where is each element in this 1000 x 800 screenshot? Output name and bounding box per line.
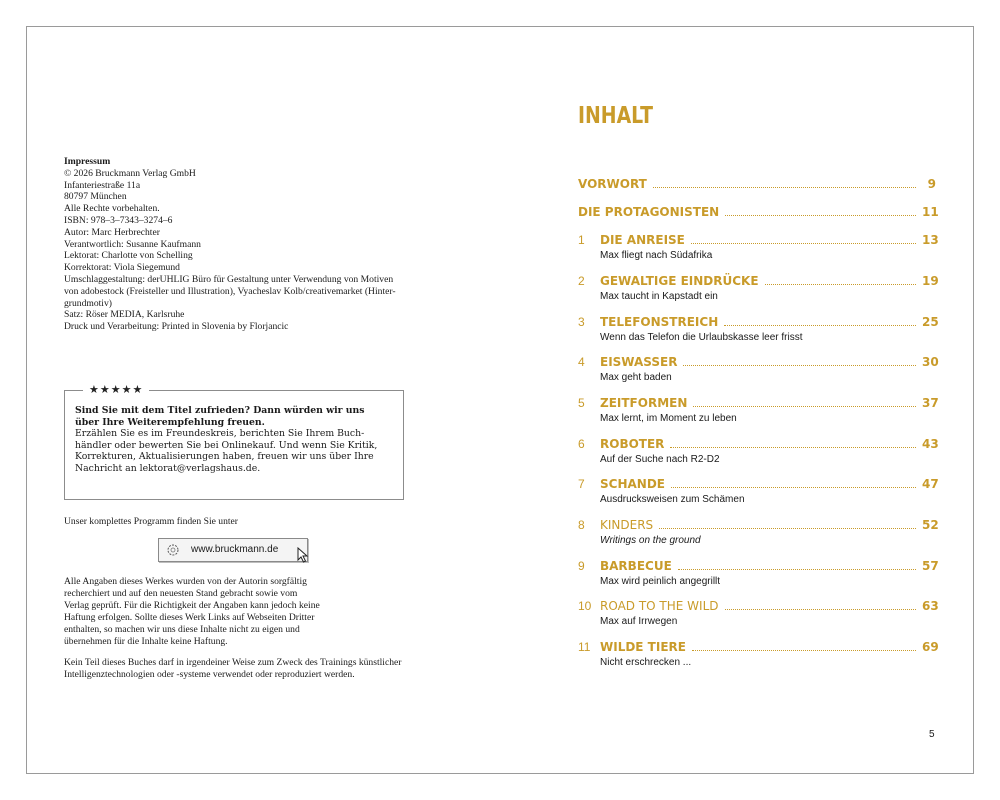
chapter-number: 4 <box>578 355 585 369</box>
legal-notes <box>64 576 424 691</box>
publisher-line: © 2026 Bruckmann Verlag GmbH <box>64 167 196 179</box>
chapter-title: KINDERS <box>600 518 654 532</box>
toc-entry[interactable] <box>578 518 939 546</box>
disclaimer-line: übernehmen für die Inhalte keine Haftung. <box>64 635 228 647</box>
chapter-number: 10 <box>578 599 592 613</box>
chapter-title: DIE ANREISE <box>600 233 685 247</box>
toc-entry[interactable] <box>578 274 939 302</box>
website-intro: Unser komplettes Programm finden Sie unter <box>64 516 238 527</box>
chapter-title: BARBECUE <box>600 559 672 573</box>
chapter-subtitle: Max wird peinlich angegrillt <box>600 576 721 587</box>
rights-block <box>64 203 424 227</box>
chapter-title: ZEITFORMEN <box>600 396 688 410</box>
chapter-page: 37 <box>922 396 939 410</box>
credits-block <box>64 227 424 333</box>
toc-entry[interactable] <box>578 437 939 465</box>
chapter-page: 63 <box>922 599 939 613</box>
chapter-subtitle: Max geht baden <box>600 372 672 383</box>
chapter-subtitle: Writings on the ground <box>600 535 701 546</box>
chapter-page: 25 <box>922 315 939 329</box>
chapter-page: 9 <box>927 177 936 191</box>
promo-heading-line: über Ihre Weiterempfehlung freuen. <box>75 416 265 428</box>
credit-line: von adobestock (Freisteller und Illustration), Vyacheslav Kolb/creativemarket (Hinter- <box>64 285 396 297</box>
chapter-title: EISWASSER <box>600 355 678 369</box>
cursor-icon <box>297 547 309 563</box>
credit-line: Lektorat: Charlotte von Schelling <box>64 250 193 262</box>
dot-leader <box>659 527 916 529</box>
toc-entry-row <box>578 355 939 371</box>
chapter-page: 43 <box>922 437 939 451</box>
imprint-title: Impressum <box>64 156 111 167</box>
chapter-page: 52 <box>922 518 939 532</box>
rights-line: Alle Rechte vorbehalten. <box>64 203 160 215</box>
website-link[interactable] <box>158 538 308 562</box>
dot-leader <box>683 364 916 366</box>
dot-leader <box>678 568 916 570</box>
disclaimer-line: Verlag geprüft. Für die Richtigkeit der Angaben kann jedoch keine <box>64 599 320 611</box>
chapter-number: 7 <box>578 477 585 491</box>
toc-entry[interactable] <box>578 315 939 343</box>
chapter-title: VORWORT <box>578 177 647 191</box>
disclaimer-line: enthalten, so machen wir uns diese Inhalte nicht zu eigen und <box>64 623 300 635</box>
toc-entry[interactable] <box>578 355 939 383</box>
chapter-title: SCHANDE <box>600 477 665 491</box>
page-number: 5 <box>929 729 935 740</box>
publisher-address <box>64 168 424 203</box>
chapter-number: 2 <box>578 274 585 288</box>
promo-body-line: Nachricht an lektorat@verlagshaus.de. <box>75 462 261 474</box>
credit-line: Druck und Verarbeitung: Printed in Slovenia by Florjancic <box>64 321 289 333</box>
credit-line: Autor: Marc Herbrechter <box>64 226 160 238</box>
dot-leader <box>670 446 916 448</box>
toc-entry[interactable] <box>578 559 939 587</box>
toc-entry[interactable] <box>578 599 939 627</box>
chapter-subtitle: Auf der Suche nach R2-D2 <box>600 454 720 465</box>
toc-entry-row <box>578 559 939 575</box>
rating-stars: ★★★★★ <box>83 383 149 397</box>
disclaimer-line: recherchiert und auf den neuesten Stand gebracht sowie vom <box>64 587 298 599</box>
ai-notice-line: Kein Teil dieses Buches darf in irgendeiner Weise zum Zweck des Trainings künstlicher <box>64 657 402 669</box>
dot-leader <box>692 649 916 651</box>
dot-leader <box>671 486 916 488</box>
credit-line: Umschlaggestaltung: derUHLIG Büro für Gestaltung unter Verwendung von Motiven <box>64 273 394 285</box>
publisher-line: 80797 München <box>64 191 127 203</box>
toc-entry[interactable] <box>578 396 939 424</box>
toc-entry-row <box>578 518 939 534</box>
chapter-subtitle: Ausdrucksweisen zum Schämen <box>600 494 745 505</box>
recommendation-box <box>64 383 404 500</box>
chapter-title: TELEFONSTREICH <box>600 315 719 329</box>
toc-entry-row <box>578 599 939 615</box>
toc-entry-row <box>578 477 939 493</box>
toc-entry[interactable] <box>578 233 939 261</box>
chapter-subtitle: Max lernt, im Moment zu leben <box>600 413 737 424</box>
toc-entry[interactable] <box>578 640 939 668</box>
toc-entry[interactable] <box>578 205 939 221</box>
disclaimer-paragraph <box>64 576 424 647</box>
chapter-subtitle: Max fliegt nach Südafrika <box>600 250 713 261</box>
chapter-page: 19 <box>922 274 939 288</box>
dot-leader <box>691 242 916 244</box>
chapter-title: ROAD TO THE WILD <box>600 599 719 613</box>
chapter-page: 47 <box>922 477 939 491</box>
promo-body-line: händler oder bewerten Sie bei Onlinekauf. Und wenn Sie Kritik, <box>75 439 378 451</box>
chapter-page: 11 <box>922 205 939 219</box>
credit-line: grundmotiv) <box>64 297 112 309</box>
chapter-subtitle: Max taucht in Kapstadt ein <box>600 291 718 302</box>
toc-entry-row <box>578 274 939 290</box>
chapter-subtitle: Wenn das Telefon die Urlaubskasse leer frisst <box>600 332 803 343</box>
ai-notice-paragraph <box>64 657 424 681</box>
dot-leader <box>725 214 916 216</box>
dot-leader <box>653 186 916 188</box>
chapter-title: DIE PROTAGONISTEN <box>578 205 720 219</box>
chapter-title: ROBOTER <box>600 437 665 451</box>
toc-entry[interactable] <box>578 477 939 505</box>
toc-entry-row <box>578 233 939 249</box>
disclaimer-line: Alle Angaben dieses Werkes wurden von der Autorin sorgfältig <box>64 576 307 587</box>
credit-line: Verantwortlich: Susanne Kaufmann <box>64 238 201 250</box>
chapter-page: 57 <box>922 559 939 573</box>
promo-body-line: Korrekturen, Aktualisierungen haben, freuen wir uns über Ihre <box>75 451 374 463</box>
chapter-number: 8 <box>578 518 585 532</box>
dot-leader <box>725 608 916 610</box>
promo-body-line: Erzählen Sie es im Freundeskreis, berichten Sie Ihrem Buch- <box>75 428 365 440</box>
toc-entry-row <box>578 177 936 193</box>
chapter-number: 3 <box>578 315 585 329</box>
chapter-number: 1 <box>578 233 585 247</box>
chapter-page: 30 <box>922 355 939 369</box>
credit-line: Satz: Röser MEDIA, Karlsruhe <box>64 309 185 321</box>
toc-title: INHALT <box>578 103 653 129</box>
dot-leader <box>765 283 916 285</box>
toc-entry[interactable] <box>578 177 936 193</box>
chapter-number: 9 <box>578 559 585 573</box>
chapter-subtitle: Nicht erschrecken ... <box>600 657 692 668</box>
dot-leader <box>724 324 916 326</box>
chapter-number: 5 <box>578 396 585 410</box>
disclaimer-line: Haftung erfolgen. Sollte dieses Werk Links auf Webseiten Dritter <box>64 611 315 623</box>
chapter-title: GEWALTIGE EINDRÜCKE <box>600 274 759 288</box>
promo-heading-line: Sind Sie mit dem Titel zufrieden? Dann würden wir uns <box>75 405 365 416</box>
toc-entry-row <box>578 315 939 331</box>
publisher-line: Infanteriestraße 11a <box>64 179 141 191</box>
chapter-subtitle: Max auf Irrwegen <box>600 616 678 627</box>
toc-entry-row <box>578 640 939 656</box>
chapter-number: 11 <box>578 640 591 654</box>
toc-entry-row <box>578 396 939 412</box>
dot-leader <box>693 405 916 407</box>
toc-entry-row <box>578 437 939 453</box>
chapter-title: WILDE TIERE <box>600 640 686 654</box>
credit-line: Korrektorat: Viola Siegemund <box>64 262 180 274</box>
website-url[interactable]: www.bruckmann.de <box>191 544 279 555</box>
chapter-page: 13 <box>922 233 939 247</box>
chapter-page: 69 <box>922 640 939 654</box>
chapter-number: 6 <box>578 437 585 451</box>
isbn-line: ISBN: 978–3–7343–3274–6 <box>64 214 173 226</box>
globe-icon <box>167 544 179 556</box>
toc-entry-row <box>578 205 939 221</box>
ai-notice-line: Intelligenztechnologien oder -systeme verwendet oder reproduziert werden. <box>64 669 355 681</box>
imprint-section <box>64 156 424 333</box>
